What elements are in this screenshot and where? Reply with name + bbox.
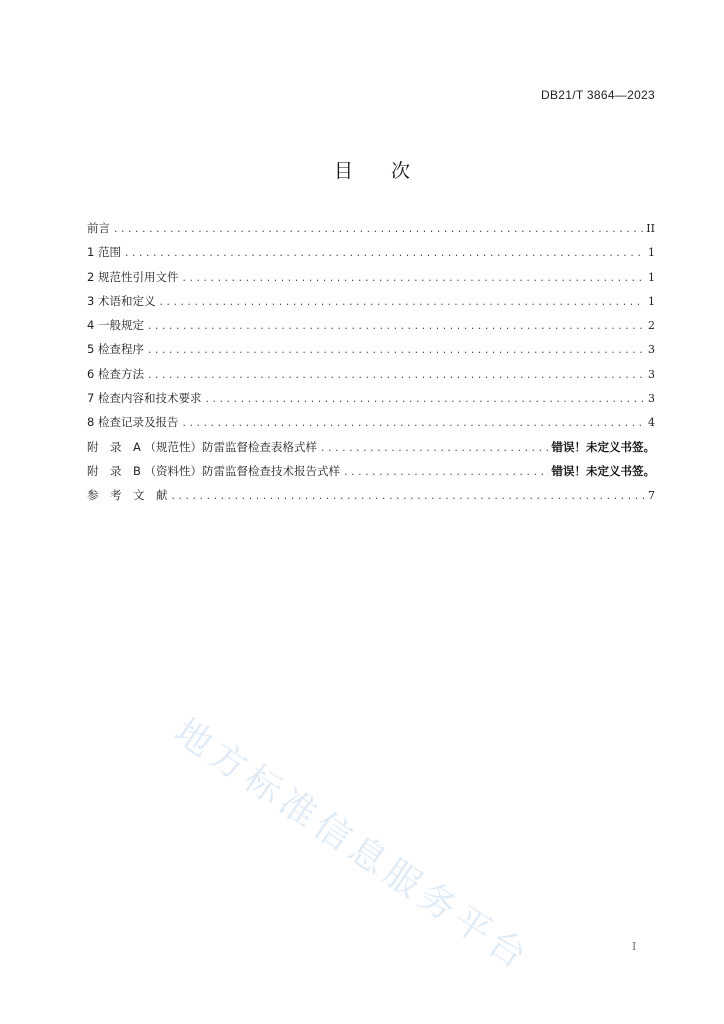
toc-entry-page: 7 bbox=[648, 489, 655, 503]
toc-leader-dots bbox=[124, 242, 645, 266]
toc-entry[interactable] bbox=[87, 313, 655, 337]
toc-entry-label: 1 范围 bbox=[87, 245, 121, 260]
toc-entry-label: 参 考 文 献 bbox=[87, 488, 168, 503]
toc-leader-dots bbox=[171, 485, 646, 509]
toc-entry-page: 1 bbox=[648, 294, 655, 308]
toc-leader-dots bbox=[113, 218, 643, 242]
toc-entry-page: 1 bbox=[648, 270, 655, 284]
toc-entry[interactable] bbox=[87, 386, 655, 410]
toc-entry-label: 附 录 A （规范性）防雷监督检查表格式样 bbox=[87, 439, 318, 454]
toc-entry-label: 3 术语和定义 bbox=[87, 293, 156, 308]
toc-entry[interactable] bbox=[87, 265, 655, 289]
table-of-contents bbox=[87, 216, 655, 508]
toc-entry-label: 5 检查程序 bbox=[87, 342, 144, 357]
toc-entry[interactable] bbox=[87, 435, 655, 459]
toc-entry[interactable] bbox=[87, 240, 655, 264]
toc-entry[interactable] bbox=[87, 337, 655, 361]
toc-entry-label: 6 检查方法 bbox=[87, 366, 144, 381]
toc-entry[interactable] bbox=[87, 216, 655, 240]
toc-entry-label: 4 一般规定 bbox=[87, 318, 144, 333]
watermark: 地方标准信息服务平台 bbox=[166, 710, 538, 980]
toc-entry-page: 3 bbox=[648, 392, 655, 406]
toc-leader-dots bbox=[343, 461, 548, 485]
page-title: 目 次 bbox=[333, 160, 410, 182]
toc-entry[interactable] bbox=[87, 459, 655, 483]
toc-entry-page: 错误！未定义书签。 bbox=[551, 463, 655, 478]
toc-entry[interactable] bbox=[87, 410, 655, 434]
toc-entry-page: 2 bbox=[648, 319, 655, 333]
toc-entry-page: 4 bbox=[648, 416, 655, 430]
toc-leader-dots bbox=[204, 388, 645, 412]
toc-leader-dots bbox=[181, 412, 645, 436]
toc-leader-dots bbox=[320, 437, 548, 461]
toc-entry[interactable] bbox=[87, 362, 655, 386]
toc-entry-page: 3 bbox=[648, 343, 655, 357]
toc-leader-dots bbox=[147, 315, 645, 339]
toc-entry[interactable] bbox=[87, 289, 655, 313]
toc-leader-dots bbox=[147, 339, 645, 363]
standard-code: DB21/T 3864—2023 bbox=[541, 88, 655, 102]
toc-entry-page: II bbox=[646, 222, 655, 235]
toc-leader-dots bbox=[181, 267, 645, 291]
toc-entry-page: 3 bbox=[648, 367, 655, 381]
toc-leader-dots bbox=[158, 291, 645, 315]
toc-entry-label: 前言 bbox=[87, 221, 110, 235]
toc-entry-label: 2 规范性引用文件 bbox=[87, 269, 179, 284]
page-number: I bbox=[632, 940, 637, 953]
toc-entry-page: 1 bbox=[648, 246, 655, 260]
toc-entry-page: 错误！未定义书签。 bbox=[551, 439, 655, 454]
toc-entry-label: 附 录 B （资料性）防雷监督检查技术报告式样 bbox=[87, 463, 341, 478]
toc-entry-label: 8 检查记录及报告 bbox=[87, 415, 179, 430]
toc-entry[interactable] bbox=[87, 483, 655, 507]
toc-leader-dots bbox=[147, 364, 645, 388]
toc-entry-label: 7 检查内容和技术要求 bbox=[87, 391, 202, 406]
